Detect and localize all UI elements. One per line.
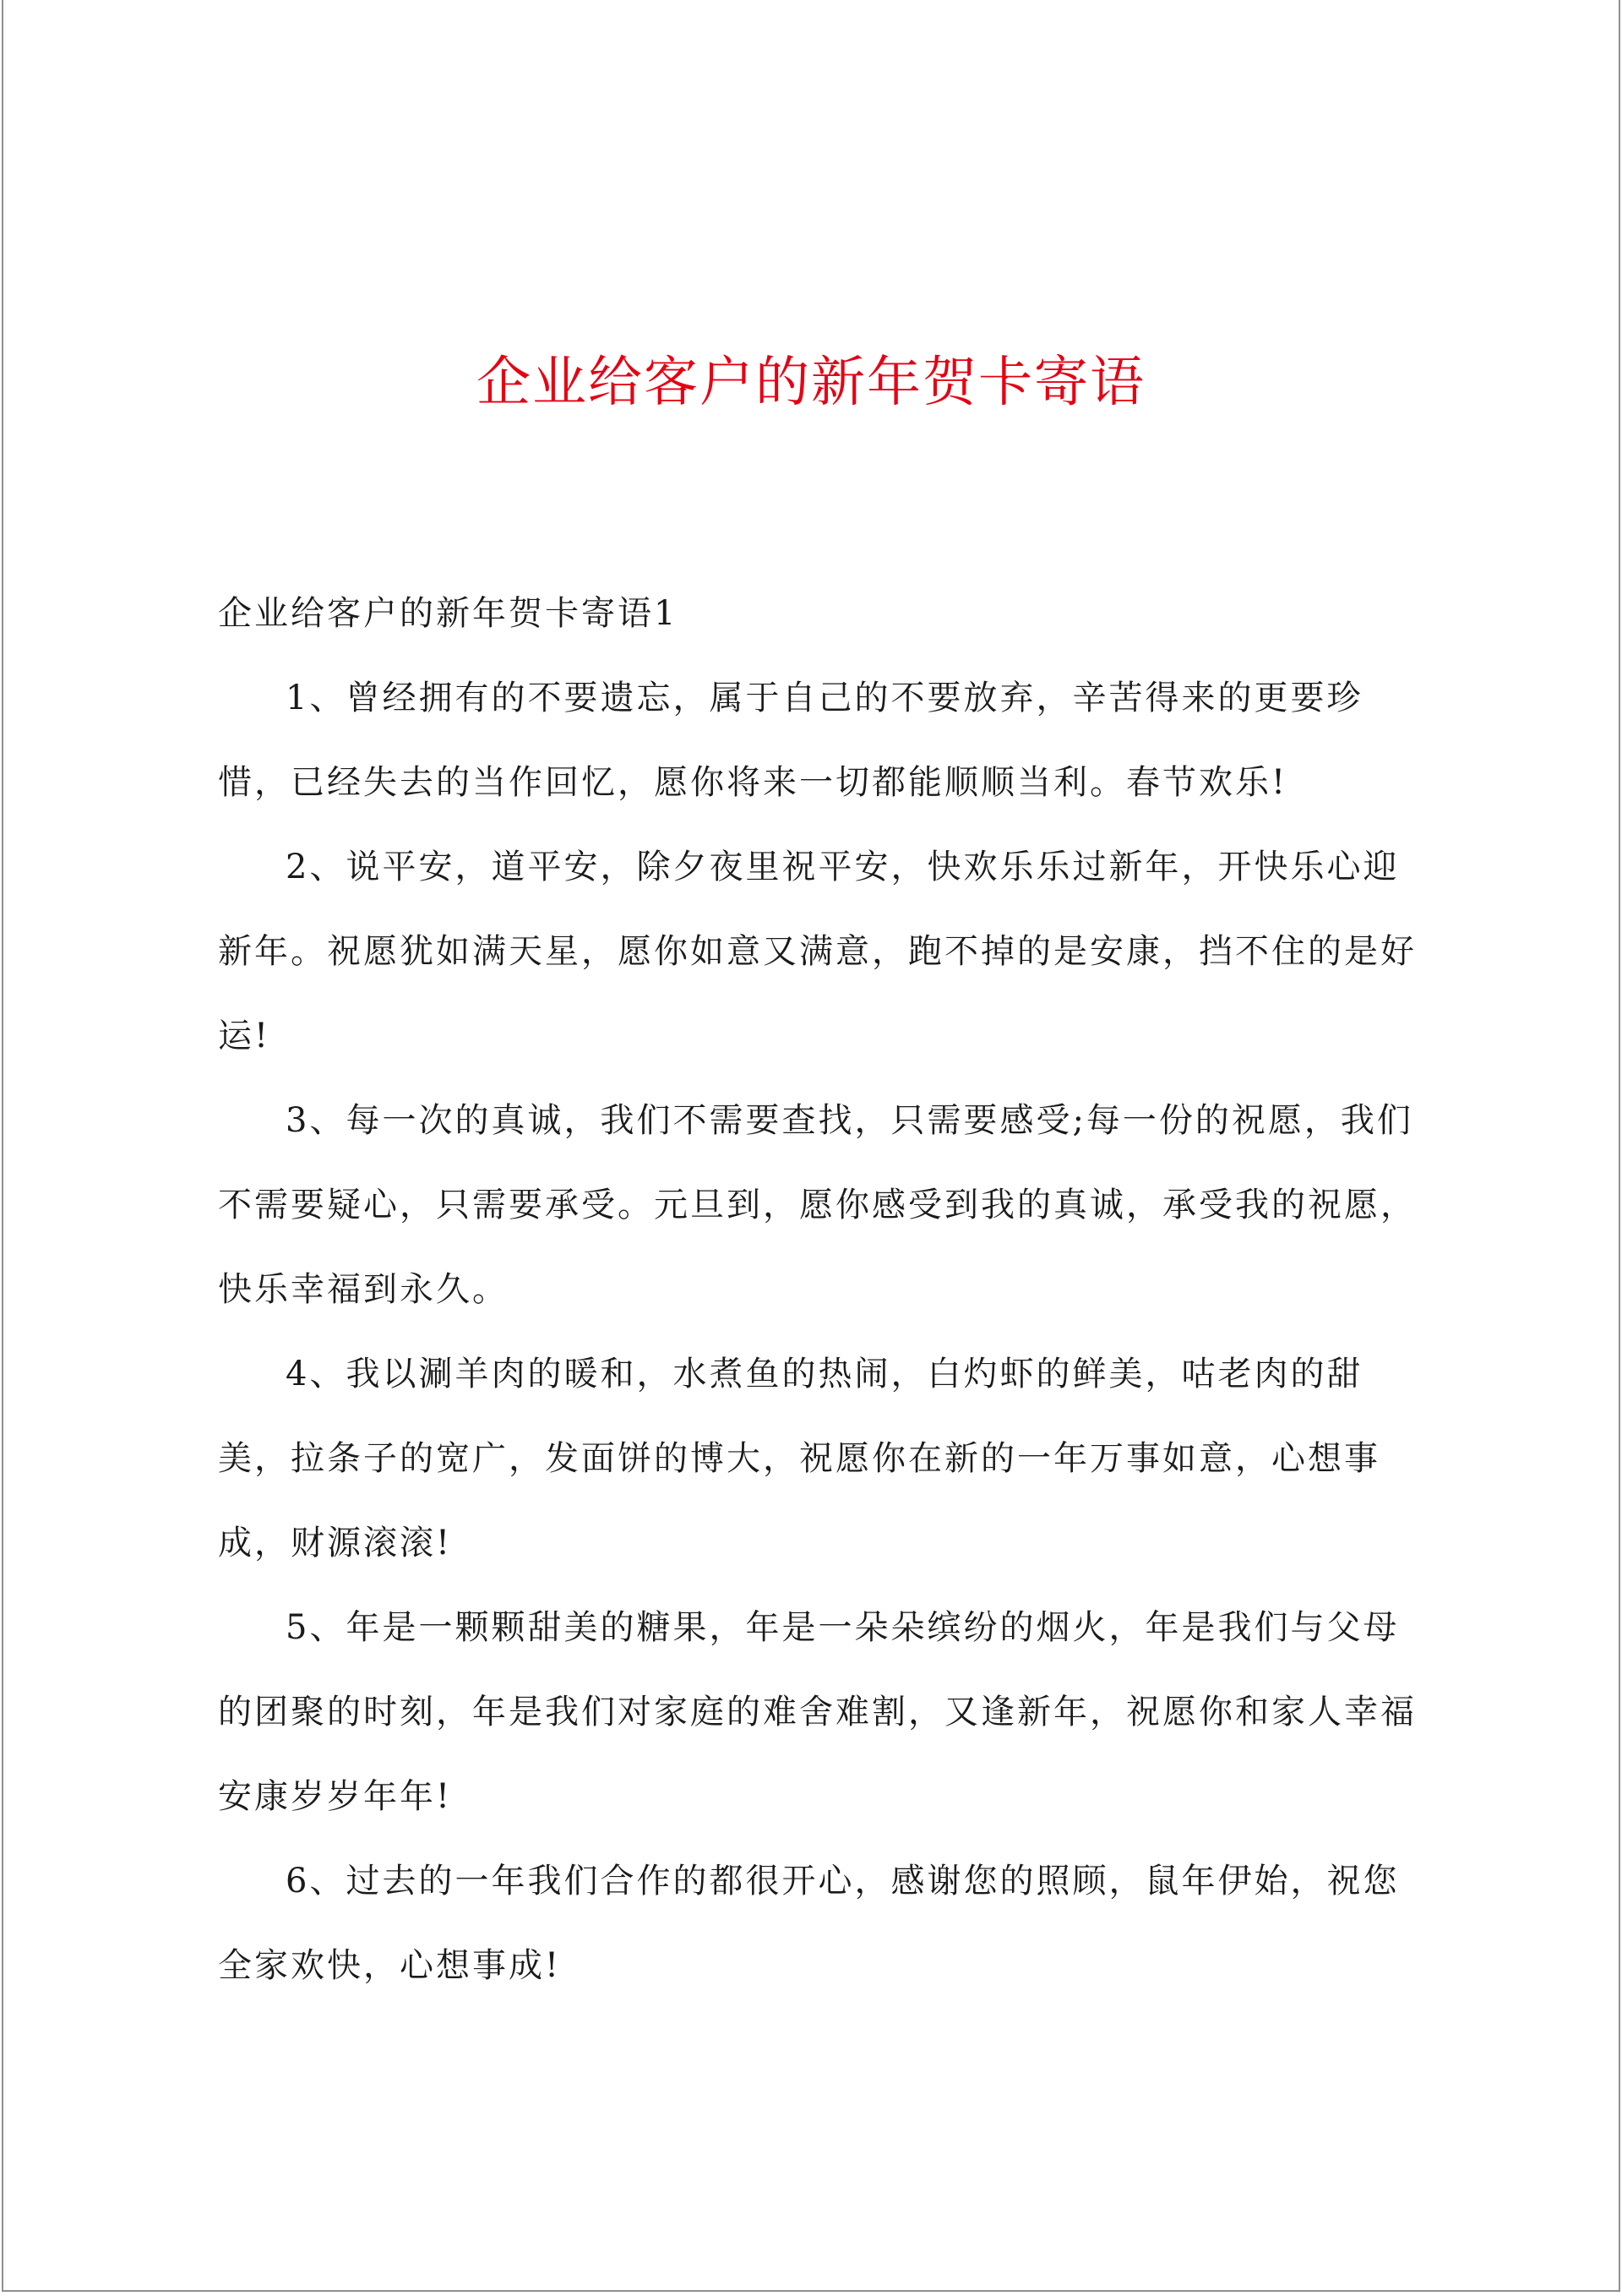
paragraph-4: 4、我以涮羊肉的暖和，水煮鱼的热闹，白灼虾的鲜美，咕老肉的甜美，拉条子的宽广，发面饼的博大，祝愿你在新的一年万事如意，心想事成，财源滚滚!	[218, 1355, 1380, 1562]
section-heading: 企业给客户的新年贺卡寄语1	[218, 594, 678, 633]
paragraph-2: 2、说平安，道平安，除夕夜里祝平安，快欢乐乐过新年，开快乐心迎新年。祝愿犹如满天星，愿你如意又满意，跑不掉的是安康，挡不住的是好运!	[218, 848, 1417, 1055]
paragraph-1: 1、曾经拥有的不要遗忘，属于自己的不要放弃，辛苦得来的更要珍惜，已经失去的当作回忆，愿你将来一切都能顺顺当利。春节欢乐!	[218, 679, 1363, 802]
paragraph-5: 5、年是一颗颗甜美的糖果，年是一朵朵缤纷的烟火，年是我们与父母的团聚的时刻，年是我们对家庭的难舍难割，又逢新年，祝愿你和家人幸福安康岁岁年年!	[218, 1608, 1417, 1816]
paragraph-3: 3、每一次的真诚，我们不需要查找，只需要感受;每一份的祝愿，我们不需要疑心，只需要承受。元旦到，愿你感受到我的真诚，承受我的祝愿，快乐幸福到永久。	[218, 1101, 1417, 1309]
document-title: 企业给客户的新年贺卡寄语	[476, 352, 1146, 414]
document-body	[218, 571, 1423, 2008]
paragraph-6: 6、过去的一年我们合作的都很开心，感谢您的照顾，鼠年伊始，祝您全家欢快，心想事成!	[218, 1862, 1400, 1985]
